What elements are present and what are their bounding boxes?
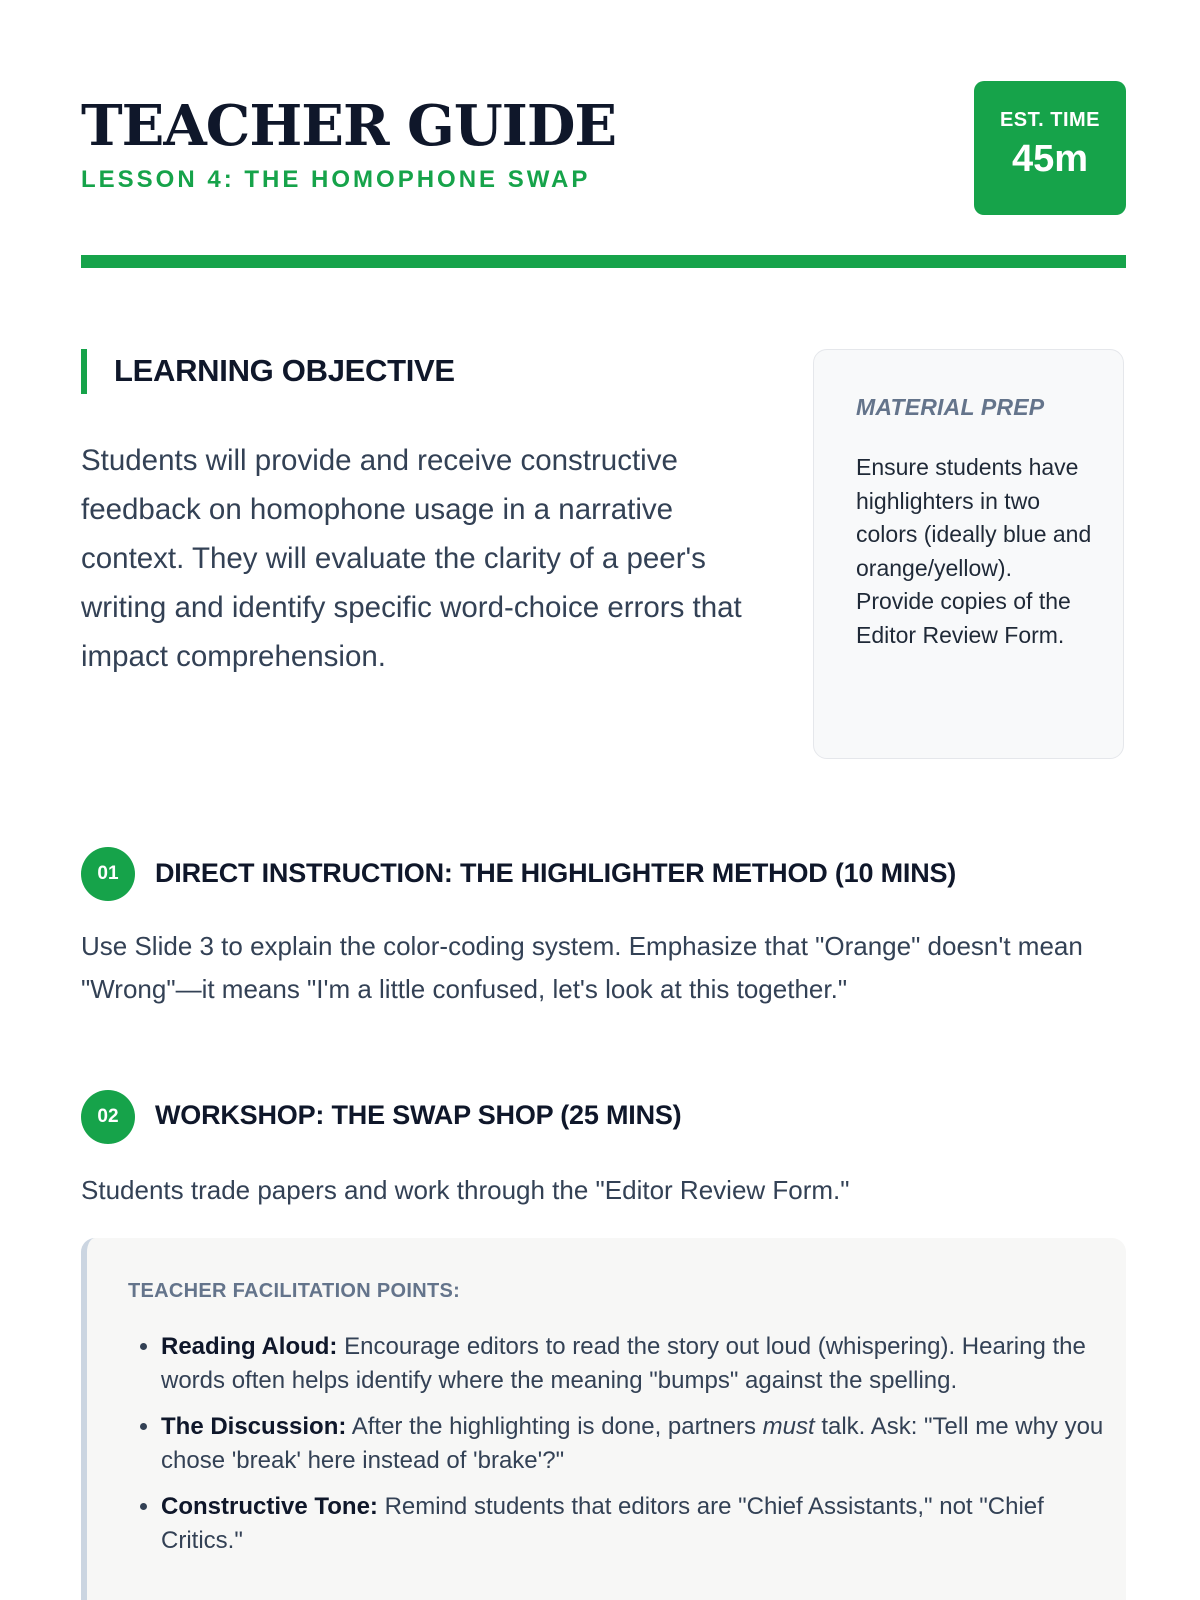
step-heading: DIRECT INSTRUCTION: THE HIGHLIGHTER METHOD (10 MINS)	[155, 858, 957, 888]
time-label: EST. TIME	[999, 109, 1101, 131]
point-text: After the highlighting is done, partners	[351, 1413, 756, 1440]
point-emphasis: must	[762, 1413, 815, 1440]
time-value: 45m	[1011, 138, 1089, 180]
point-label: Constructive Tone:	[161, 1493, 378, 1520]
objective-text: Students will provide and receive constructive feedback on homophone usage in a narrative context. They will evaluate the clarity of a peer's writing and identify specific word-choice errors that impact comprehension.	[81, 444, 742, 673]
step-number-badge: 02	[81, 1090, 135, 1144]
estimated-time-badge	[974, 81, 1126, 215]
list-item	[161, 1490, 1111, 1558]
page-title: TEACHER GUIDE	[81, 93, 617, 159]
point-text: talk. Ask: "Tell me why you chose 'break' here instead of 'brake'?"	[161, 1413, 1104, 1474]
step-heading: WORKSHOP: THE SWAP SHOP (25 MINS)	[155, 1100, 682, 1130]
facilitation-points-box	[81, 1238, 1126, 1600]
objective-accent-bar	[81, 349, 87, 394]
step-text: Students trade papers and work through the "Editor Review Form."	[81, 1175, 850, 1205]
facilitation-title: TEACHER FACILITATION POINTS:	[128, 1280, 461, 1302]
list-item	[161, 1410, 1111, 1478]
point-label: The Discussion:	[161, 1413, 347, 1440]
facilitation-list	[128, 1330, 1111, 1570]
lesson-subtitle: LESSON 4: THE HOMOPHONE SWAP	[81, 166, 591, 193]
material-prep-card	[813, 349, 1124, 759]
step-number-badge: 01	[81, 847, 135, 901]
point-label: Reading Aloud:	[161, 1333, 338, 1360]
point-text: Encourage editors to read the story out loud (whispering). Hearing the words often helps identify where the meaning "bumps" against the spelling.	[161, 1333, 1086, 1394]
list-item	[161, 1330, 1111, 1398]
point-text: Remind students that editors are "Chief Assistants," not "Chief Critics."	[161, 1493, 1044, 1554]
header-divider	[81, 255, 1126, 268]
step-text: Use Slide 3 to explain the color-coding system. Emphasize that "Orange" doesn't mean "Wrong"—it means "I'm a little confused, let's look at this together."	[81, 931, 1083, 1004]
material-prep-title: MATERIAL PREP	[856, 394, 1045, 420]
objective-heading: LEARNING OBJECTIVE	[114, 353, 455, 388]
material-prep-text: Ensure students have highlighters in two colors (ideally blue and orange/yellow). Provide copies of the Editor Review Form.	[856, 454, 1092, 648]
